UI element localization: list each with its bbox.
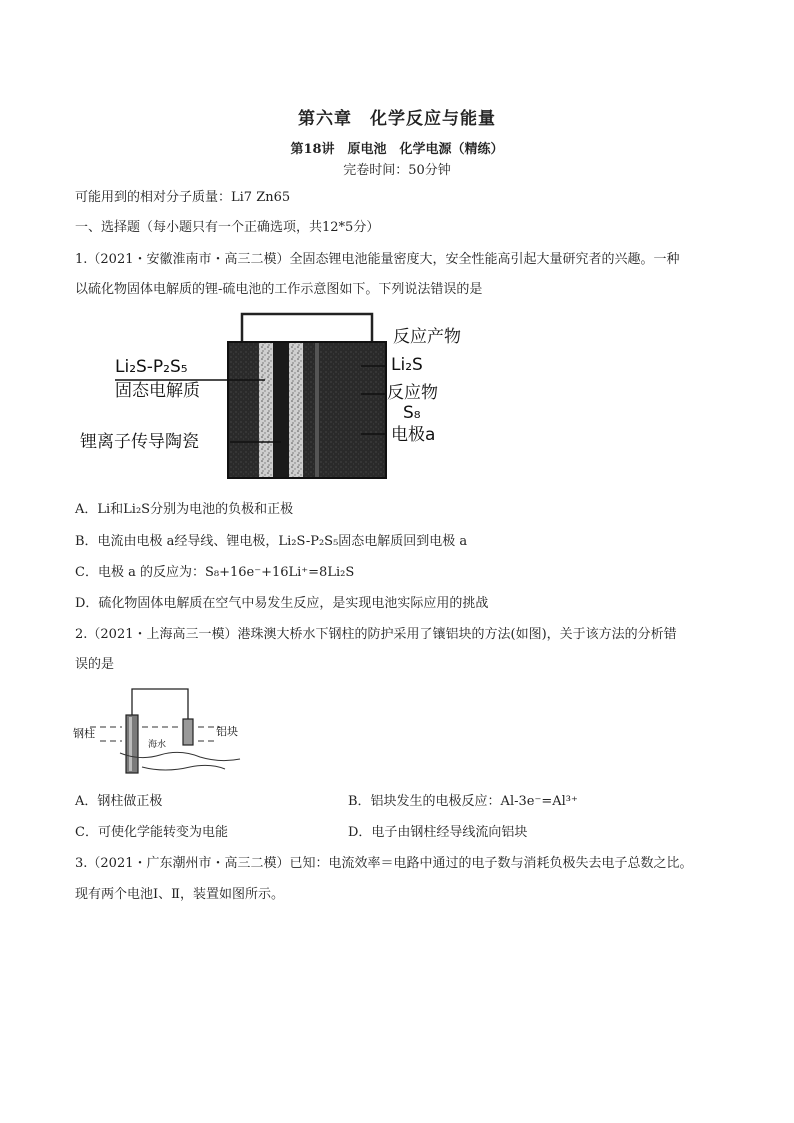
- q1-option-b: B．电流由电极 a经导线、锂电极，Li₂S-P₂S₅固态电解质回到电极 a: [75, 534, 468, 549]
- ceramic-separator: [273, 343, 289, 477]
- q2-option-d: D．电子由钢柱经导线流向铝块: [348, 825, 528, 840]
- label-aluminum: 铝块: [216, 725, 238, 738]
- q1-stem-line2: 以硫化物固体电解质的锂-硫电池的工作示意图如下。下列说法错误的是: [75, 282, 483, 297]
- label-li2s: Li₂S: [391, 355, 423, 375]
- external-wire: [242, 314, 372, 342]
- q1-stem-text1: 全固态锂电池能量密度大，安全性能高引起大量研究者的兴趣。一种: [289, 252, 680, 267]
- label-steel: 钢柱: [73, 727, 95, 740]
- q3-number-source: 3.（2021・广东潮州市・高三二模）: [75, 856, 290, 871]
- q2-option-b: B．铝块发生的电极反应：Al-3e⁻=Al³⁺: [348, 794, 578, 809]
- q2-stem-text1: 港珠澳大桥水下钢柱的防护采用了镶铝块的方法(如图)，关于该方法的分析错: [237, 627, 677, 642]
- section-heading: 一、选择题（每小题只有一个正确选项，共12*5分）: [75, 220, 380, 235]
- q2-pillar-figure: [70, 683, 260, 778]
- q1-number-source: 1.（2021・安徽淮南市・高三二模）: [75, 252, 290, 267]
- chapter-title: 第六章 化学反应与能量: [298, 109, 496, 129]
- aluminum-block: [183, 719, 193, 745]
- q1-option-a: A．Li和Li₂S分别为电池的负极和正极: [75, 502, 294, 517]
- label-seawater: 海水: [148, 740, 167, 750]
- connecting-wire: [132, 689, 188, 719]
- label-electrode-a: 电极a: [391, 425, 436, 445]
- lithium-electrode: [229, 343, 259, 477]
- solid-electrolyte-right: [289, 343, 303, 477]
- label-ceramic: 锂离子传导陶瓷: [80, 432, 199, 452]
- q2-stem-line1: [75, 623, 677, 642]
- q3-stem-line1: [75, 852, 693, 871]
- time-limit: 完卷时间：50分钟: [343, 163, 451, 178]
- q2-option-a: A．钢柱做正极: [75, 794, 163, 809]
- q3-stem-text1: 已知：电流效率＝电路中通过的电子数与消耗负极失去电子总数之比。: [289, 856, 693, 871]
- q1-stem-line1: [75, 248, 680, 267]
- label-electrolyte-formula: Li₂S-P₂S₅: [115, 357, 188, 377]
- label-product-title: 反应产物: [393, 327, 461, 347]
- q2-stem-line2: 误的是: [75, 657, 115, 672]
- solid-electrolyte-left: [259, 343, 273, 477]
- label-reactant: 反应物: [387, 383, 438, 403]
- q1-option-d: D．硫化物固体电解质在空气中易发生反应，是实现电池实际应用的挑战: [75, 596, 489, 611]
- q3-stem-line2: 现有两个电池Ⅰ、Ⅱ，装置如图所示。: [75, 887, 284, 902]
- lecture-title: 第18讲 原电池 化学电源（精练）: [290, 142, 504, 157]
- molar-mass-note: 可能用到的相对分子质量：Li7 Zn65: [75, 190, 291, 205]
- q2-number-source: 2.（2021・上海高三一模）: [75, 627, 238, 642]
- label-s8: S₈: [403, 403, 421, 423]
- label-electrolyte-name: 固态电解质: [115, 381, 200, 401]
- q1-battery-figure: [75, 310, 475, 490]
- q2-option-c: C．可使化学能转变为电能: [75, 825, 228, 840]
- q1-option-c: C．电极 a 的反应为：S₈+16e⁻+16Li⁺=8Li₂S: [75, 565, 355, 580]
